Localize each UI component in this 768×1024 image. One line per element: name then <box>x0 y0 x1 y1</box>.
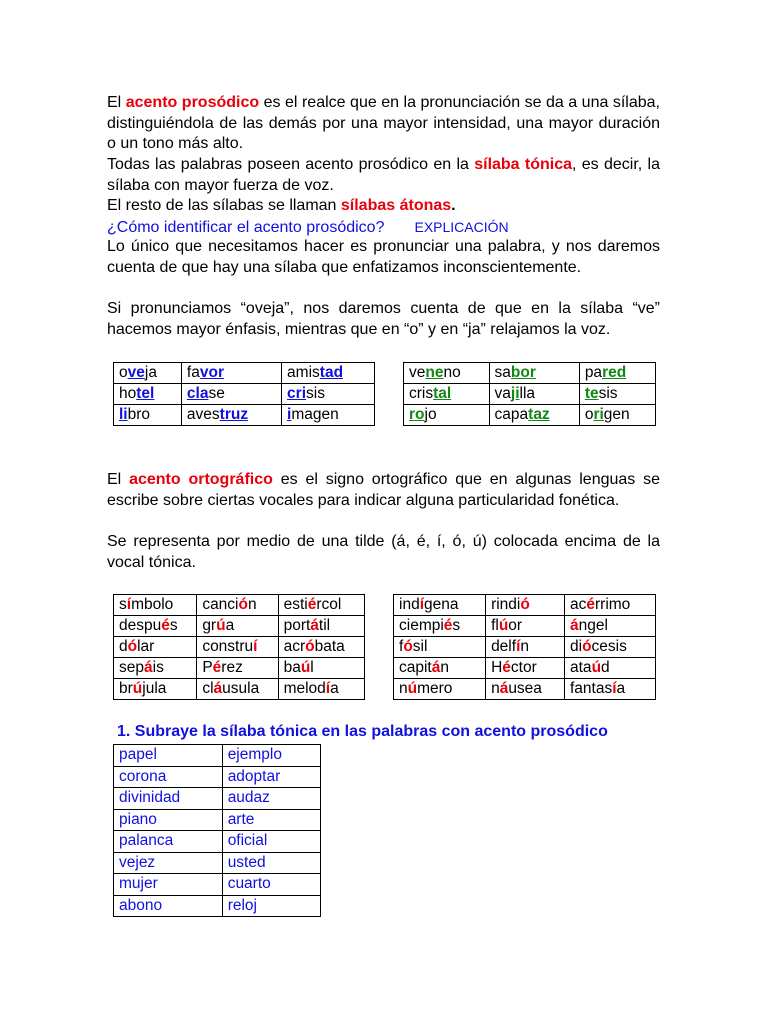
word-cell <box>114 637 197 658</box>
syllable: ciempi <box>399 617 444 634</box>
stressed-syllable: ú <box>591 659 602 676</box>
exercise-row <box>114 788 321 810</box>
exercise-table <box>113 744 321 917</box>
word-cell <box>489 363 579 384</box>
exercise-word[interactable]: vejez <box>114 852 223 874</box>
syllable: n <box>247 596 257 613</box>
stressed-syllable: á <box>310 617 319 634</box>
syllable: ata <box>570 659 592 676</box>
table-row <box>114 595 365 616</box>
syllable: amis <box>287 364 320 381</box>
stressed-syllable: é <box>307 596 317 613</box>
paragraph-orthographic-definition <box>107 470 660 511</box>
word-cell <box>278 595 364 616</box>
exercise-word[interactable]: divinidad <box>114 788 223 810</box>
stressed-syllable: ve <box>127 364 145 381</box>
exercise-word[interactable]: abono <box>114 895 223 917</box>
syllable: ho <box>119 385 137 402</box>
accent-words-table-1 <box>113 594 365 700</box>
syllable: usula <box>222 680 260 697</box>
syllable: ind <box>399 596 420 613</box>
table-row <box>404 405 656 426</box>
exercise-word[interactable]: palanca <box>114 831 223 853</box>
stressed-syllable: é <box>212 659 222 676</box>
highlighted-term: sílaba tónica <box>474 156 573 173</box>
syllable: lla <box>519 385 536 402</box>
word-cell <box>579 384 655 405</box>
exercise-row <box>114 745 321 767</box>
word-cell <box>579 405 655 426</box>
stressed-syllable: bor <box>510 364 536 381</box>
syllable: til <box>318 617 331 634</box>
syllable: magen <box>291 406 339 423</box>
stressed-syllable: ú <box>300 659 311 676</box>
word-cell <box>565 658 656 679</box>
syllable: sep <box>119 659 144 676</box>
text-segment: . <box>451 197 456 214</box>
word-cell <box>278 658 364 679</box>
word-cell <box>486 637 565 658</box>
stressed-syllable: ro <box>409 406 425 423</box>
syllable: va <box>494 385 511 402</box>
paragraph-tilde: Se representa por medio de una tilde (á, é, í, ó, ú) colocada encima de la vocal tónica. <box>107 533 660 571</box>
syllable: n <box>399 680 408 697</box>
syllable: cl <box>202 680 214 697</box>
stressed-syllable: á <box>499 680 509 697</box>
syllable: a <box>225 617 235 634</box>
syllable: usea <box>508 680 542 697</box>
text-segment: es el realce que en la pronunciación se da a una sílaba, distinguiéndola de las demás por una mayor intensidad, una mayor duración o un tono más alto. <box>107 94 661 152</box>
word-cell <box>181 384 281 405</box>
word-cell <box>278 616 364 637</box>
stressed-syllable: i <box>287 406 292 423</box>
syllable: port <box>283 617 311 634</box>
stressed-syllable: ú <box>132 680 143 697</box>
syllable: sis <box>306 385 325 402</box>
syllable: d <box>601 659 610 676</box>
word-cell <box>114 616 197 637</box>
table-row <box>114 679 365 700</box>
syllable: esti <box>283 596 308 613</box>
syllable: ve <box>409 364 426 381</box>
exercise-row <box>114 809 321 831</box>
stressed-syllable: é <box>586 596 595 613</box>
table-row <box>394 616 656 637</box>
syllable: gen <box>603 406 630 423</box>
syllable: despu <box>119 617 162 634</box>
word-cell <box>489 384 579 405</box>
stressed-syllable: é <box>502 659 511 676</box>
word-cell <box>394 595 486 616</box>
stressed-syllable: ú <box>498 617 509 634</box>
syllable: pa <box>584 364 603 381</box>
stressed-syllable: ú <box>407 680 418 697</box>
paragraph-prosodic-definition <box>107 93 660 155</box>
exercise-word[interactable]: arte <box>222 809 320 831</box>
exercise-row <box>114 831 321 853</box>
syllable: capit <box>399 659 432 676</box>
syllable: o <box>584 406 594 423</box>
syllable: s <box>169 617 178 634</box>
syllable: se <box>208 385 225 402</box>
highlighted-term: sílabas átonas <box>340 197 452 214</box>
word-cell <box>278 637 364 658</box>
exercise-word[interactable]: ejemplo <box>222 745 320 767</box>
syllable: ja <box>144 364 157 381</box>
syllable: o <box>119 364 128 381</box>
stressed-syllable: vor <box>199 364 224 381</box>
text-segment: Todas las palabras poseen acento prosódico en la <box>107 156 475 173</box>
stressed-syllable: á <box>570 617 579 634</box>
syllable: rez <box>221 659 243 676</box>
word-cell <box>579 363 655 384</box>
question-text: ¿Cómo identificar el acento prosódico? <box>107 219 385 236</box>
paragraph-oveja-example: Si pronunciamos “oveja”, nos daremos cuenta de que en la sílaba “ve” hacemos mayor énfasis, mientras que en “o” y en “ja” relajamos la voz. <box>107 300 660 338</box>
syllable: n <box>440 659 449 676</box>
exercise-word[interactable]: adoptar <box>222 766 320 788</box>
syllable: d <box>119 638 128 655</box>
table-row <box>114 658 365 679</box>
exercise-title: 1. Subraye la sílaba tónica en las palabras con acento prosódico <box>117 723 608 740</box>
stressed-syllable: ó <box>305 638 315 655</box>
word-cell <box>114 405 182 426</box>
syllable: n <box>491 680 500 697</box>
syllable: acr <box>283 638 306 655</box>
syllable: gr <box>202 617 217 634</box>
exercise-word[interactable]: papel <box>114 745 223 767</box>
syllable: delf <box>491 638 517 655</box>
stressed-syllable: li <box>119 406 128 423</box>
stressed-syllable: tel <box>136 385 155 402</box>
syllable: s <box>119 596 127 613</box>
table-row <box>114 616 365 637</box>
text-segment: , es decir, la sílaba con mayor fuerza de voz. <box>107 156 661 194</box>
text-segment: El <box>107 471 130 488</box>
syllable: fantas <box>570 680 613 697</box>
highlighted-term: acento ortográfico <box>129 471 273 488</box>
syllable: mbolo <box>131 596 174 613</box>
syllable: H <box>491 659 503 676</box>
exercise-word[interactable]: piano <box>114 809 223 831</box>
word-cell <box>197 595 278 616</box>
word-cell <box>282 363 375 384</box>
stressed-syllable: cri <box>287 385 307 402</box>
word-cell <box>114 384 182 405</box>
stressed-syllable: ri <box>593 406 604 423</box>
syllable: capa <box>494 406 529 423</box>
word-cell <box>394 679 486 700</box>
accent-words-table-2 <box>393 594 656 700</box>
question-line <box>107 217 660 239</box>
syllable: s <box>452 617 461 634</box>
exercise-word[interactable]: audaz <box>222 788 320 810</box>
stressed-syllable: red <box>602 364 627 381</box>
exercise-row <box>114 766 321 788</box>
syllable: or <box>508 617 523 634</box>
word-cell <box>197 658 278 679</box>
paragraph-silaba-tonica <box>107 155 660 196</box>
syllable: is <box>152 659 164 676</box>
stressed-syllable: á <box>213 680 223 697</box>
table-row <box>114 384 375 405</box>
paragraph-silabas-atonas <box>107 196 660 217</box>
stressed-syllable: ó <box>127 638 138 655</box>
syllable: n <box>520 638 529 655</box>
stressed-syllable: é <box>161 617 170 634</box>
syllable: ctor <box>510 659 537 676</box>
syllable: constru <box>202 638 254 655</box>
word-cell <box>404 405 490 426</box>
word-cell <box>181 405 281 426</box>
word-cell <box>404 384 490 405</box>
exercise-word[interactable]: oficial <box>222 831 320 853</box>
stressed-syllable: í <box>419 596 424 613</box>
word-cell <box>197 637 278 658</box>
stressed-syllable: á <box>431 659 441 676</box>
stressed-syllable: é <box>443 617 453 634</box>
syllable: ngel <box>578 617 608 634</box>
stressed-syllable: tad <box>319 364 344 381</box>
word-cell <box>114 595 197 616</box>
exercise-row <box>114 895 321 917</box>
stressed-syllable: cla <box>186 385 209 402</box>
stressed-syllable: í <box>612 680 617 697</box>
word-cell <box>114 363 182 384</box>
syllable: f <box>399 638 404 655</box>
word-cell <box>486 679 565 700</box>
syllable: di <box>570 638 583 655</box>
word-cell <box>394 637 486 658</box>
stressed-syllable: truz <box>219 406 249 423</box>
exercise-word[interactable]: usted <box>222 852 320 874</box>
word-cell <box>114 679 197 700</box>
syllable: a <box>330 680 339 697</box>
word-cell <box>565 595 656 616</box>
stressed-syllable: í <box>126 596 132 613</box>
syllable: ac <box>570 596 587 613</box>
stressed-syllable: te <box>584 385 599 402</box>
word-cell <box>565 616 656 637</box>
stressed-syllable: ó <box>520 596 530 613</box>
syllable: rindi <box>491 596 521 613</box>
syllable: mero <box>417 680 453 697</box>
word-cell <box>278 679 364 700</box>
table-row <box>114 405 375 426</box>
syllable: a <box>616 680 626 697</box>
word-cell <box>489 405 579 426</box>
syllable: sa <box>494 364 511 381</box>
syllable: jula <box>142 680 167 697</box>
stressed-syllable: ú <box>216 617 226 634</box>
word-cell <box>282 405 375 426</box>
stressed-syllable: tal <box>433 385 452 402</box>
syllable: cris <box>409 385 434 402</box>
table-row <box>404 384 656 405</box>
exercise-word[interactable]: reloj <box>222 895 320 917</box>
stressed-syllable: taz <box>528 406 550 423</box>
word-cell <box>197 679 278 700</box>
word-cell <box>394 616 486 637</box>
syllable: sil <box>412 638 428 655</box>
text-segment: es el signo ortográfico que en algunas lenguas se escribe sobre ciertas vocales para indicar alguna particularidad fonética. <box>107 471 661 509</box>
syllable: gena <box>424 596 459 613</box>
syllable: bro <box>127 406 151 423</box>
exercise-word[interactable]: mujer <box>114 874 223 896</box>
explicacion-link[interactable]: EXPLICACIÓN <box>414 219 509 235</box>
syllable: jo <box>424 406 437 423</box>
word-cell <box>404 363 490 384</box>
table-row <box>394 658 656 679</box>
stressed-syllable: ne <box>425 364 444 381</box>
word-cell <box>486 658 565 679</box>
exercise-row <box>114 852 321 874</box>
syllable: lar <box>137 638 155 655</box>
paragraph-pronunciar: Lo único que necesitamos hacer es pronunciar una palabra, y nos daremos cuenta de que hay una sílaba que enfatizamos inconscientemente. <box>107 238 660 276</box>
highlighted-term: acento prosódico <box>125 94 260 111</box>
table-row <box>394 595 656 616</box>
syllable: br <box>119 680 133 697</box>
syllable: no <box>443 364 461 381</box>
exercise-word[interactable]: cuarto <box>222 874 320 896</box>
stressed-syllable: ó <box>238 596 248 613</box>
word-cell <box>565 679 656 700</box>
stressed-syllable: í <box>516 638 521 655</box>
exercise-rows <box>114 745 321 917</box>
word-cell <box>282 384 375 405</box>
syllable: canci <box>202 596 239 613</box>
table-row <box>394 679 656 700</box>
stressed-syllable: ó <box>403 638 413 655</box>
syllable: melod <box>283 680 326 697</box>
stressed-syllable: á <box>144 659 153 676</box>
table-row <box>114 637 365 658</box>
word-cell <box>181 363 281 384</box>
syllable: cesis <box>591 638 627 655</box>
word-cell <box>394 658 486 679</box>
syllable: ba <box>283 659 301 676</box>
exercise-row <box>114 874 321 896</box>
stressed-syllable: ó <box>582 638 592 655</box>
syllable: sis <box>598 385 618 402</box>
syllable: rcol <box>316 596 342 613</box>
syllable: rrimo <box>595 596 631 613</box>
syllable: fl <box>491 617 499 634</box>
word-cell <box>565 637 656 658</box>
text-segment: El <box>107 94 126 111</box>
word-cell <box>486 595 565 616</box>
text-segment: El resto de las sílabas se llaman <box>107 197 341 214</box>
word-cell <box>197 616 278 637</box>
word-cell <box>486 616 565 637</box>
word-cell <box>114 658 197 679</box>
stressed-syllable: í <box>253 638 258 655</box>
syllable: P <box>202 659 213 676</box>
table-row <box>114 363 375 384</box>
syllable: l <box>310 659 314 676</box>
syllable: aves <box>186 406 220 423</box>
syllable: bata <box>314 638 345 655</box>
prosodic-words-table-1 <box>113 362 375 426</box>
stressed-syllable: í <box>325 680 331 697</box>
prosodic-words-table-2 <box>403 362 656 426</box>
syllable: fa <box>186 364 200 381</box>
exercise-word[interactable]: corona <box>114 766 223 788</box>
table-row <box>394 637 656 658</box>
stressed-syllable: ji <box>510 385 520 402</box>
table-row <box>404 363 656 384</box>
